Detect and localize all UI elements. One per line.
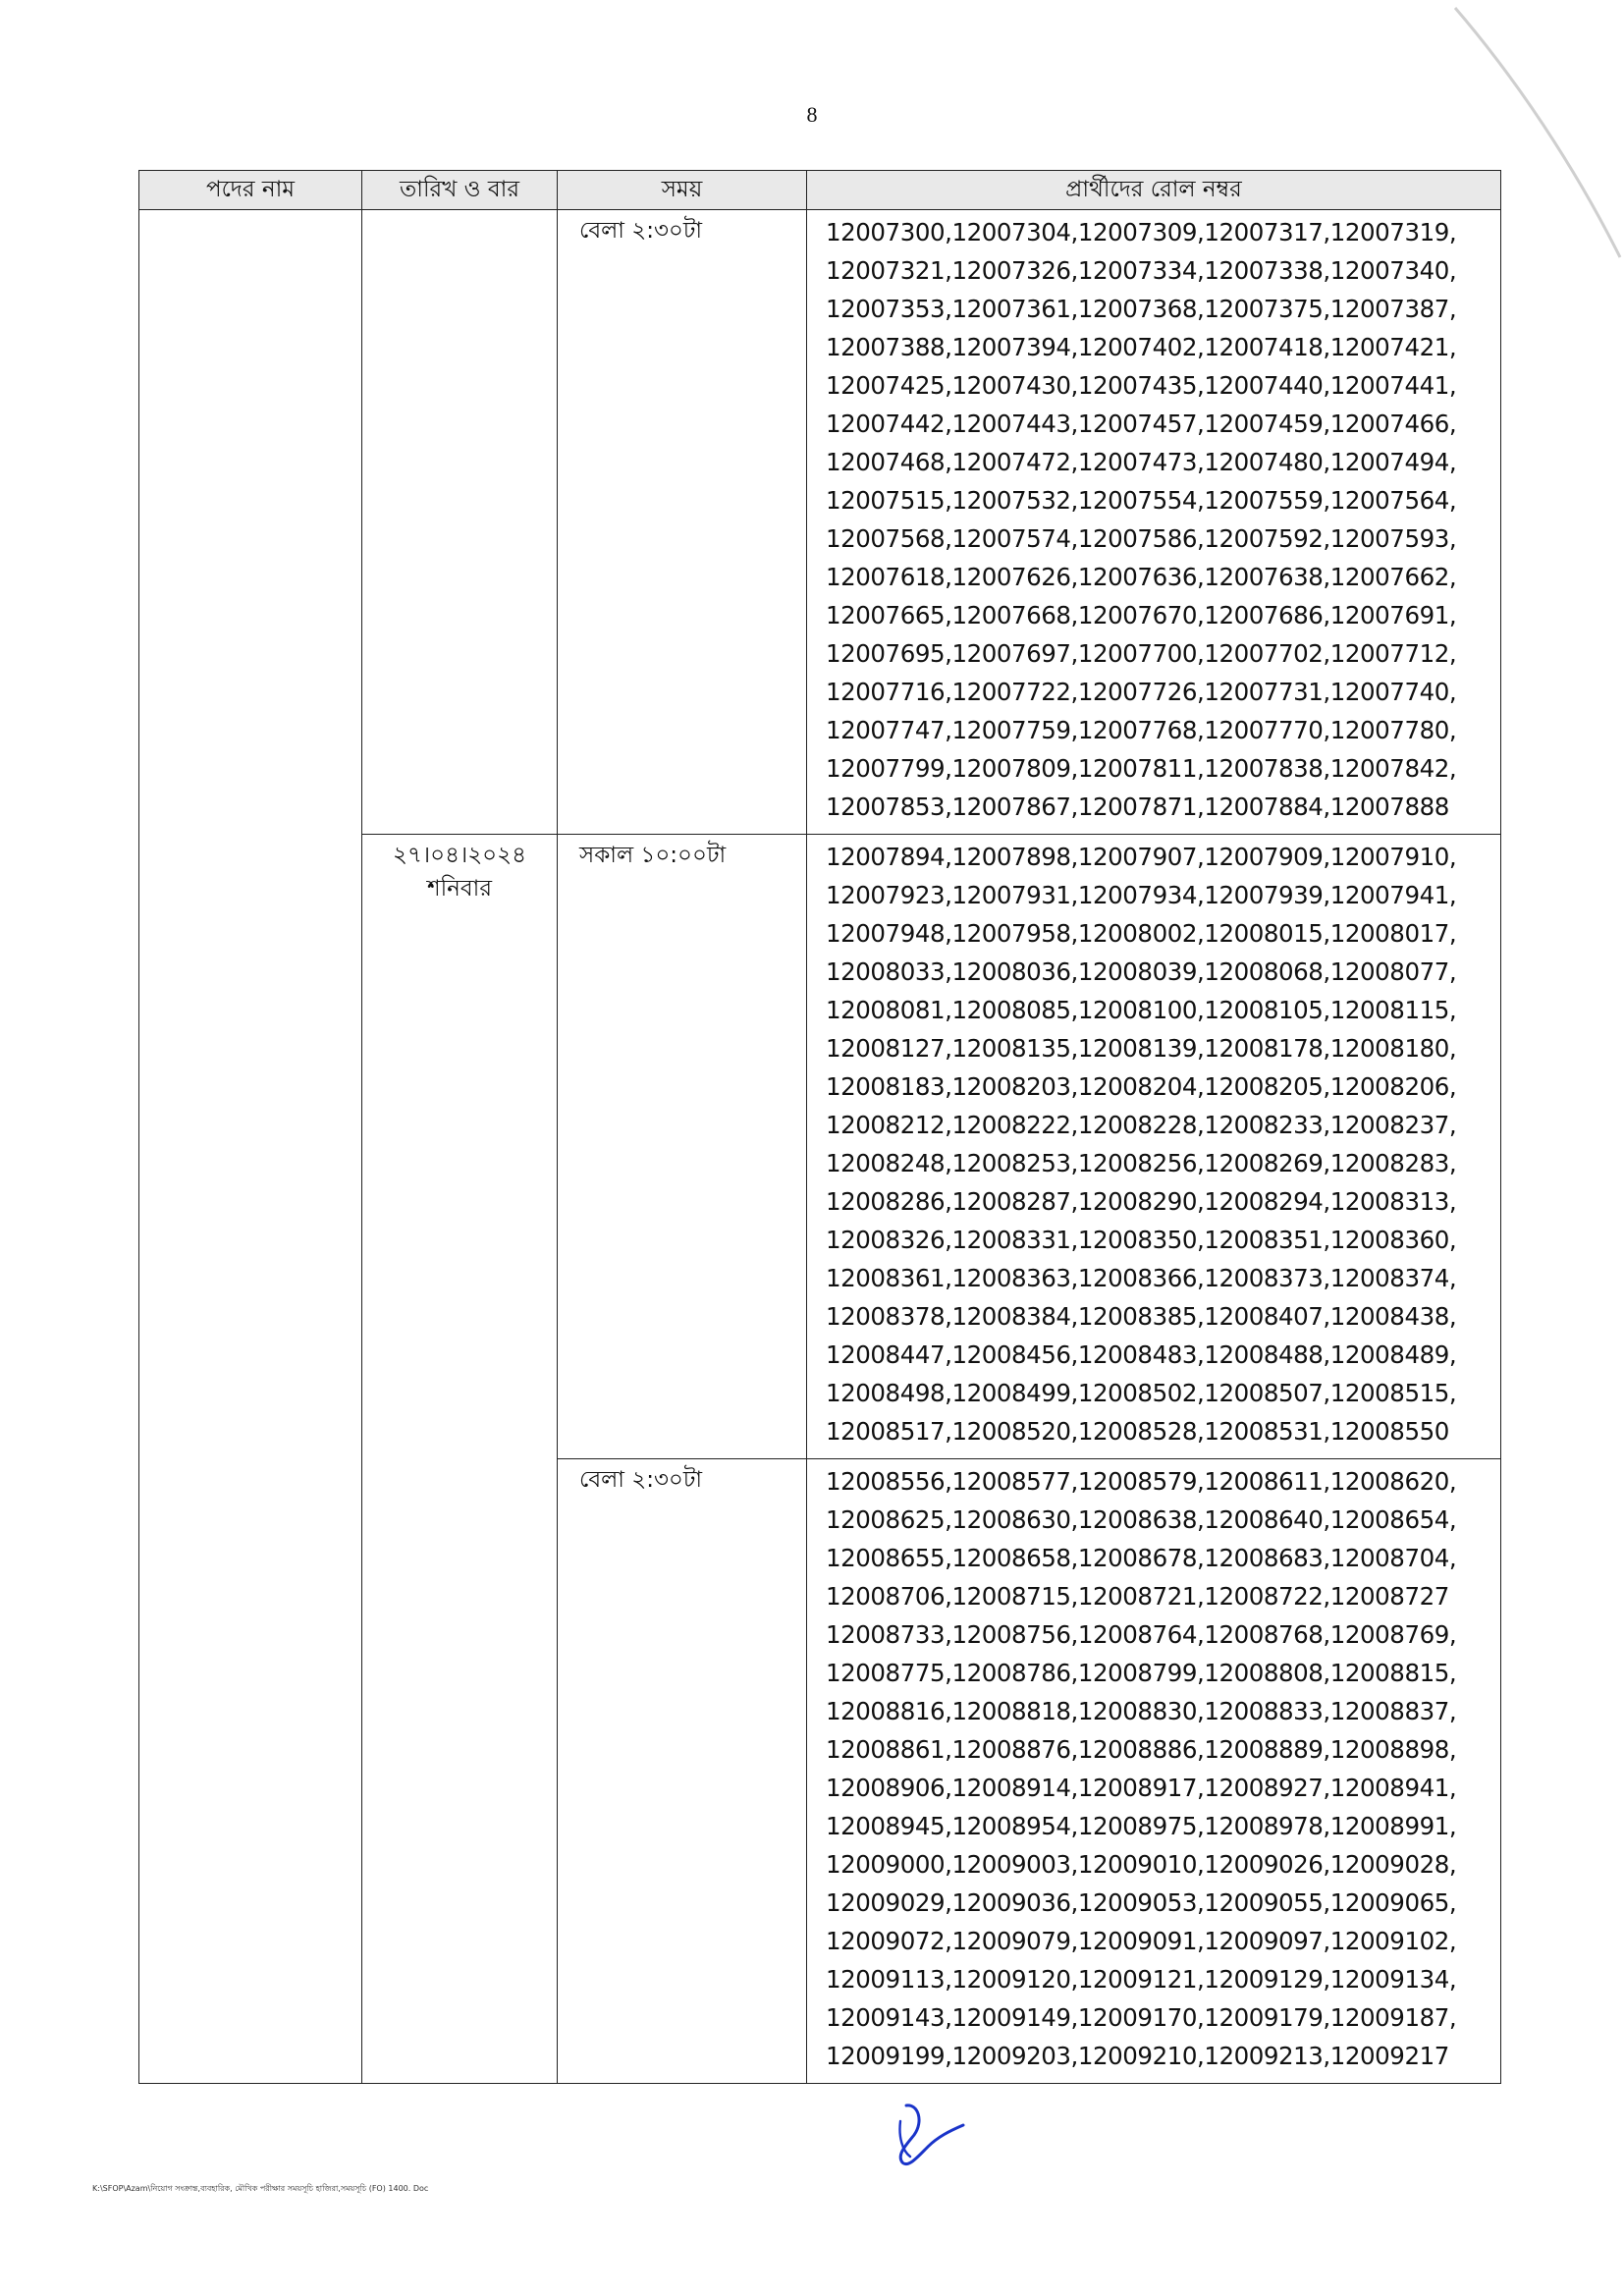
roll-line: 12008212,12008222,12008228,12008233,12008237, (826, 1111, 1457, 1139)
post-name-cell (139, 210, 362, 2084)
roll-line: 12008033,12008036,12008039,12008068,12008077, (826, 957, 1457, 986)
date-cell (362, 835, 558, 2084)
roll-line: 12008906,12008914,12008917,12008927,12008941, (826, 1774, 1457, 1802)
roll-numbers-cell (807, 835, 1501, 1459)
roll-line: 12008378,12008384,12008385,12008407,12008438, (826, 1302, 1457, 1331)
page-fold-shadow (1447, 0, 1624, 275)
roll-line: 12008945,12008954,12008975,12008978,12008991, (826, 1812, 1457, 1840)
header-roll-numbers: প্রার্থীদের রোল নম্বর (807, 171, 1501, 210)
roll-line: 12007321,12007326,12007334,12007338,12007340, (826, 256, 1457, 285)
table-row (139, 210, 1501, 835)
exam-date: ২৭।০৪।২০২৪ (392, 843, 527, 868)
roll-line: 12007568,12007574,12007586,12007592,12007593, (826, 524, 1457, 553)
time-cell: সকাল ১০:০০টা (558, 835, 807, 1459)
roll-line: 12008775,12008786,12008799,12008808,12008815, (826, 1659, 1457, 1687)
roll-line: 12008361,12008363,12008366,12008373,12008374, (826, 1264, 1457, 1292)
page-number: 8 (806, 102, 818, 127)
time-cell: বেলা ২:৩০টা (558, 210, 807, 835)
roll-line: 12007300,12007304,12007309,12007317,12007319, (826, 218, 1457, 246)
roll-line: 12007799,12007809,12007811,12007838,12007842, (826, 754, 1457, 783)
roll-line: 12008816,12008818,12008830,12008833,12008837, (826, 1697, 1457, 1725)
roll-line: 12008447,12008456,12008483,12008488,12008489, (826, 1340, 1457, 1369)
roll-line: 12007442,12007443,12007457,12007459,12007466, (826, 410, 1457, 438)
roll-line: 12009029,12009036,12009053,12009055,12009065, (826, 1888, 1457, 1917)
roll-line: 12007948,12007958,12008002,12008015,12008017, (826, 919, 1457, 948)
roll-line: 12009072,12009079,12009091,12009097,12009102, (826, 1927, 1457, 1955)
roll-numbers-cell (807, 1459, 1501, 2084)
roll-line: 12007747,12007759,12007768,12007770,12007780, (826, 716, 1457, 744)
roll-line: 12008326,12008331,12008350,12008351,12008360, (826, 1226, 1457, 1254)
header-post-name: পদের নাম (139, 171, 362, 210)
roll-line: 12008286,12008287,12008290,12008294,12008313, (826, 1187, 1457, 1216)
roll-line: 12008706,12008715,12008721,12008722,12008727 (826, 1582, 1449, 1611)
roll-line: 12009000,12009003,12009010,12009026,12009028, (826, 1850, 1457, 1879)
roll-line: 12009143,12009149,12009170,12009179,12009187, (826, 2003, 1457, 2032)
roll-line: 12008498,12008499,12008502,12008507,12008515, (826, 1379, 1457, 1407)
roll-line: 12008733,12008756,12008764,12008768,12008769, (826, 1620, 1457, 1649)
exam-schedule-table (138, 170, 1501, 2084)
header-time: সময় (558, 171, 807, 210)
roll-line: 12007425,12007430,12007435,12007440,12007441, (826, 371, 1457, 400)
signature-mark (889, 2100, 967, 2170)
roll-line: 12007665,12007668,12007670,12007686,12007691, (826, 601, 1457, 629)
roll-line: 12008556,12008577,12008579,12008611,12008620, (826, 1467, 1457, 1496)
roll-line: 12008517,12008520,12008528,12008531,12008550 (826, 1417, 1449, 1446)
roll-line: 12008127,12008135,12008139,12008178,12008180, (826, 1034, 1457, 1063)
roll-line: 12009199,12009203,12009210,12009213,12009217 (826, 2042, 1449, 2070)
roll-line: 12007853,12007867,12007871,12007884,12007888 (826, 793, 1449, 821)
roll-line: 12008081,12008085,12008100,12008105,12008115, (826, 996, 1457, 1024)
roll-line: 12007388,12007394,12007402,12007418,12007421, (826, 333, 1457, 361)
footer-file-path: K:\SFOP\Azam\নিয়োগ সংক্রান্ত,ব্যবহারিক, মৌখিক পরীক্ষার সময়সূচি হাজিরা,সময়সূচি (FO) 1400. Doc (92, 2184, 429, 2193)
table-header-row (139, 171, 1501, 210)
roll-line: 12007695,12007697,12007700,12007702,12007712, (826, 639, 1457, 668)
roll-numbers-cell (807, 210, 1501, 835)
roll-line: 12008655,12008658,12008678,12008683,12008704, (826, 1544, 1457, 1572)
roll-line: 12009113,12009120,12009121,12009129,12009134, (826, 1965, 1457, 1994)
roll-line: 12008248,12008253,12008256,12008269,12008283, (826, 1149, 1457, 1177)
roll-line: 12008183,12008203,12008204,12008205,12008206, (826, 1072, 1457, 1101)
roll-line: 12007468,12007472,12007473,12007480,12007494, (826, 448, 1457, 476)
header-date-day: তারিখ ও বার (362, 171, 558, 210)
roll-line: 12008625,12008630,12008638,12008640,12008654, (826, 1505, 1457, 1534)
time-cell: বেলা ২:৩০টা (558, 1459, 807, 2084)
date-cell (362, 210, 558, 835)
roll-line: 12007894,12007898,12007907,12007909,12007910, (826, 843, 1457, 871)
roll-line: 12007618,12007626,12007636,12007638,12007662, (826, 563, 1457, 591)
roll-line: 12007923,12007931,12007934,12007939,12007941, (826, 881, 1457, 909)
exam-day: শনিবার (426, 876, 493, 902)
roll-line: 12007716,12007722,12007726,12007731,12007740, (826, 678, 1457, 706)
roll-line: 12007515,12007532,12007554,12007559,12007564, (826, 486, 1457, 515)
roll-line: 12008861,12008876,12008886,12008889,12008898, (826, 1735, 1457, 1764)
roll-line: 12007353,12007361,12007368,12007375,12007387, (826, 295, 1457, 323)
